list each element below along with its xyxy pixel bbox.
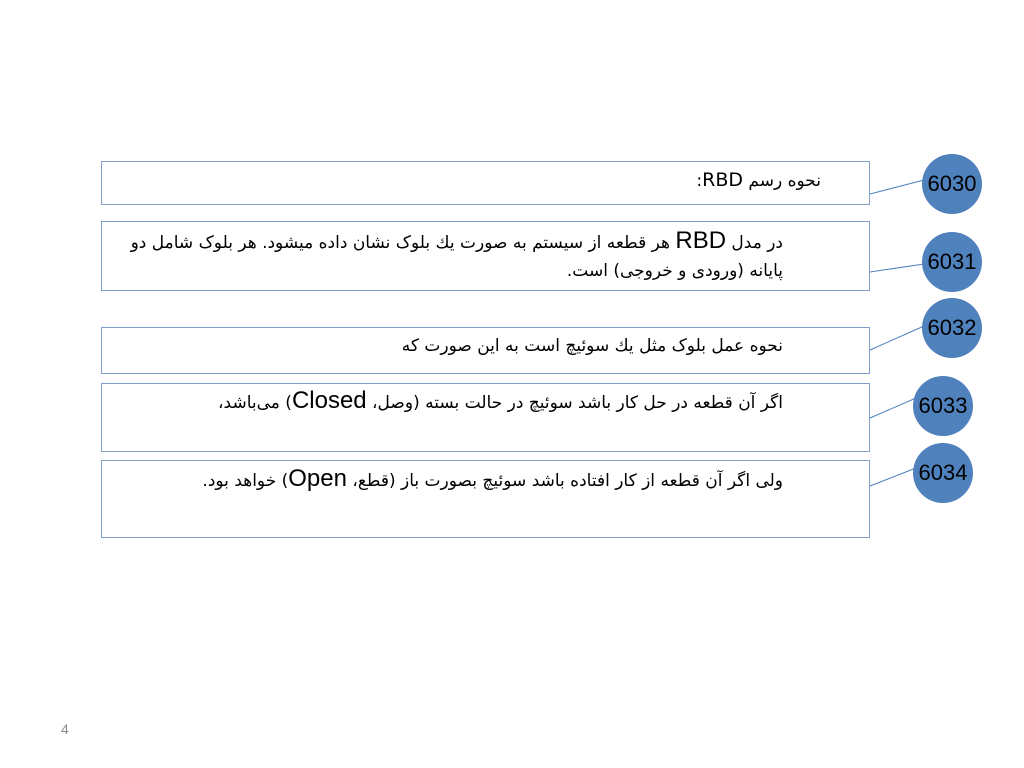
step-box-6031 <box>101 221 870 291</box>
step-text-6033: اگر آن قطعه در حل کار باشد سوئیچ در حالت بسته (وصل، Closed) می‌باشد، <box>218 387 783 414</box>
connector-line-6034 <box>870 468 916 486</box>
step-number-6031: 6031 <box>922 232 982 292</box>
step-number-6030: 6030 <box>922 154 982 214</box>
step-box-6034 <box>101 460 870 538</box>
step-box-6030 <box>101 161 870 205</box>
latin-term: Closed <box>291 387 367 414</box>
step-box-6032 <box>101 327 870 374</box>
step-number-6033: 6033 <box>913 376 973 436</box>
step-text-6032: نحوه عمل بلوک مثل يك سوئیچ است به این صورت که <box>401 336 783 356</box>
step-text-6031: در مدل RBD هر قطعه از سیستم به صورت يك بلوک نشان داده میشود. هر بلوک شامل دو پایانه (ورودی و خروجی) است. <box>130 227 783 281</box>
connector-line-6032 <box>870 326 924 350</box>
step-text-6030: نحوه رسم RBD: <box>696 169 821 191</box>
step-box-6033 <box>101 383 870 452</box>
connector-line-6033 <box>870 398 916 418</box>
latin-term: Open <box>288 465 347 492</box>
connector-line-6031 <box>870 264 924 272</box>
latin-term: RBD <box>702 169 744 191</box>
step-text-6034: ولی اگر آن قطعه از کار افتاده باشد سوئیچ بصورت باز (قطع، Open) خواهد بود. <box>202 465 783 492</box>
latin-term: RBD <box>675 227 727 254</box>
step-number-6032: 6032 <box>922 298 982 358</box>
connector-line-6030 <box>870 180 924 194</box>
step-number-6034: 6034 <box>913 443 973 503</box>
page-number: 4 <box>61 721 69 737</box>
